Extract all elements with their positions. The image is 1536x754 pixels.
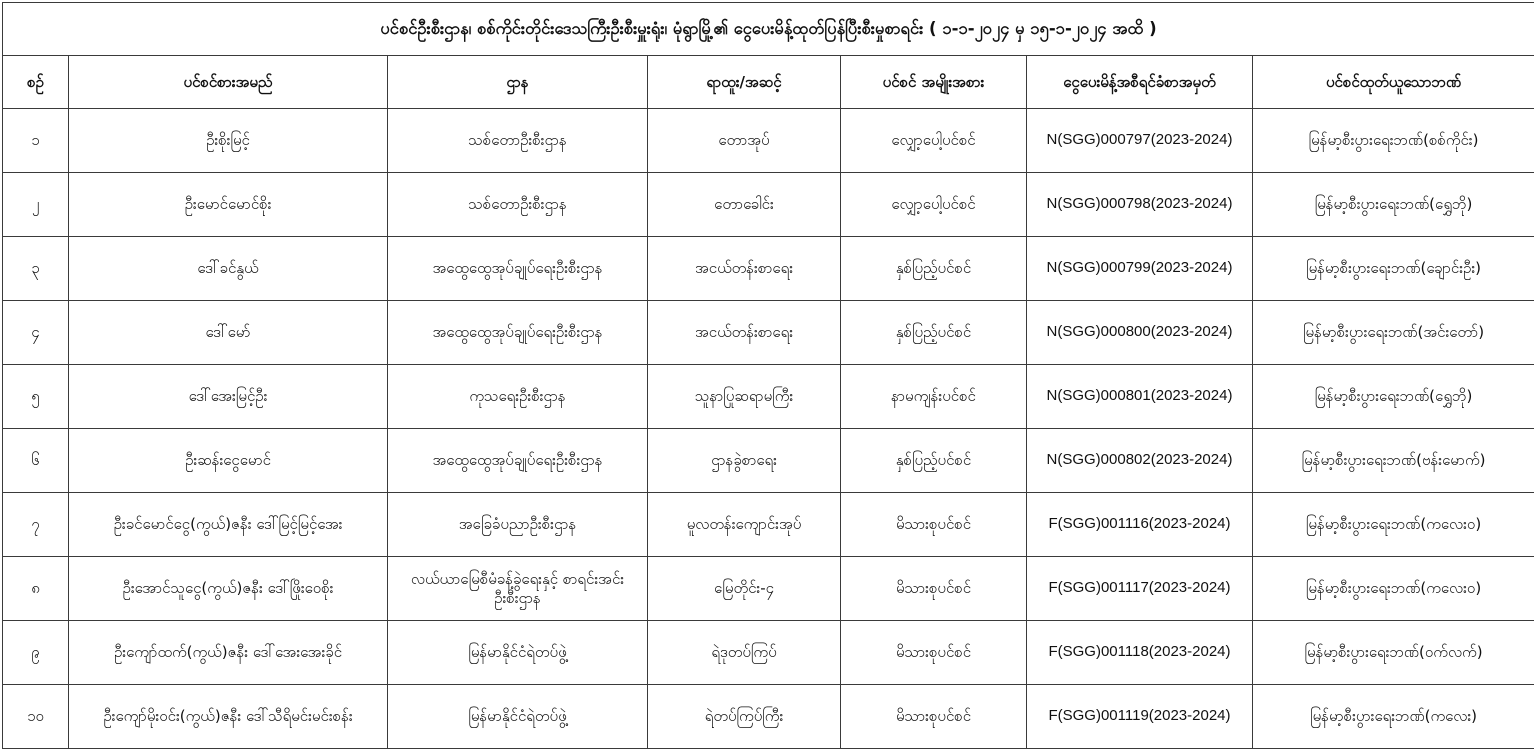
cell-name[interactable]: ဦးအောင်သူငွေ(ကွယ်)ဇနီး ဒေါ်ဖြိုးဝေစိုး <box>69 557 388 621</box>
cell-report-number[interactable]: F(SGG)001117(2023-2024) <box>1027 557 1253 621</box>
cell-department[interactable]: အထွေထွေအုပ်ချုပ်ရေးဦးစီးဌာန <box>388 237 648 301</box>
cell-rank[interactable]: မူလတန်းကျောင်းအုပ် <box>648 493 841 557</box>
cell-name[interactable]: ဦးစိုးမြင့် <box>69 109 388 173</box>
cell-rank[interactable]: ရဲတပ်ကြပ်ကြီး <box>648 685 841 749</box>
cell-name[interactable]: ဒေါ်ခင်နွယ် <box>69 237 388 301</box>
table-row <box>3 621 1535 685</box>
cell-bank[interactable]: မြန်မာ့စီးပွားရေးဘဏ်(အင်းတော်) <box>1253 301 1535 365</box>
cell-pension-type[interactable]: နှစ်ပြည့်ပင်စင် <box>841 429 1027 493</box>
table-row <box>3 237 1535 301</box>
cell-department[interactable]: အထွေထွေအုပ်ချုပ်ရေးဦးစီးဌာန <box>388 301 648 365</box>
header-department[interactable]: ဌာန <box>388 56 648 109</box>
cell-department[interactable]: အထွေထွေအုပ်ချုပ်ရေးဦးစီးဌာန <box>388 429 648 493</box>
table-row <box>3 301 1535 365</box>
cell-report-number[interactable]: F(SGG)001118(2023-2024) <box>1027 621 1253 685</box>
cell-no[interactable]: ၁ <box>3 109 69 173</box>
table-row <box>3 365 1535 429</box>
cell-pension-type[interactable]: နှစ်ပြည့်ပင်စင် <box>841 237 1027 301</box>
cell-no[interactable]: ၃ <box>3 237 69 301</box>
cell-bank[interactable]: မြန်မာ့စီးပွားရေးဘဏ်(ချောင်းဦး) <box>1253 237 1535 301</box>
table-row <box>3 557 1535 621</box>
spreadsheet-sheet <box>2 2 1534 754</box>
cell-bank[interactable]: မြန်မာ့စီးပွားရေးဘဏ်(ရွှေဘို) <box>1253 173 1535 237</box>
cell-name[interactable]: ဦးကျော်ထက်(ကွယ်)ဇနီး ဒေါ်အေးအေးခိုင် <box>69 621 388 685</box>
cell-report-number[interactable]: N(SGG)000799(2023-2024) <box>1027 237 1253 301</box>
cell-rank[interactable]: ရဲဒုတပ်ကြပ် <box>648 621 841 685</box>
cell-report-number[interactable]: N(SGG)000801(2023-2024) <box>1027 365 1253 429</box>
cell-report-number[interactable]: N(SGG)000798(2023-2024) <box>1027 173 1253 237</box>
header-rank[interactable]: ရာထူး/အဆင့် <box>648 56 841 109</box>
cell-no[interactable]: ၂ <box>3 173 69 237</box>
title-row <box>3 3 1535 56</box>
table-row <box>3 429 1535 493</box>
cell-pension-type[interactable]: မိသားစုပင်စင် <box>841 557 1027 621</box>
cell-bank[interactable]: မြန်မာ့စီးပွားရေးဘဏ်(ကလေးဝ) <box>1253 557 1535 621</box>
cell-department[interactable]: မြန်မာနိုင်ငံရဲတပ်ဖွဲ့ <box>388 685 648 749</box>
cell-bank[interactable]: မြန်မာ့စီးပွားရေးဘဏ်(ရွှေဘို) <box>1253 365 1535 429</box>
cell-bank[interactable]: မြန်မာ့စီးပွားရေးဘဏ်(ဗန်းမောက်) <box>1253 429 1535 493</box>
cell-rank[interactable]: အငယ်တန်းစာရေး <box>648 237 841 301</box>
header-bank[interactable]: ပင်စင်ထုတ်ယူသောဘဏ် <box>1253 56 1535 109</box>
cell-pension-type[interactable]: နှစ်ပြည့်ပင်စင် <box>841 301 1027 365</box>
cell-no[interactable]: ၆ <box>3 429 69 493</box>
cell-department[interactable]: လယ်ယာမြေစီမံခန့်ခွဲရေးနှင့် စာရင်းအင်းဦးစီးဌာန <box>388 557 648 621</box>
table-row <box>3 685 1535 749</box>
table-row <box>3 493 1535 557</box>
cell-pension-type[interactable]: နာမကျန်းပင်စင် <box>841 365 1027 429</box>
cell-pension-type[interactable]: မိသားစုပင်စင် <box>841 685 1027 749</box>
cell-no[interactable]: ၄ <box>3 301 69 365</box>
cell-no[interactable]: ၁၀ <box>3 685 69 749</box>
header-pension-type[interactable]: ပင်စင် အမျိုးအစား <box>841 56 1027 109</box>
cell-bank[interactable]: မြန်မာ့စီးပွားရေးဘဏ်(စစ်ကိုင်း) <box>1253 109 1535 173</box>
cell-pension-type[interactable]: မိသားစုပင်စင် <box>841 493 1027 557</box>
cell-no[interactable]: ၇ <box>3 493 69 557</box>
cell-report-number[interactable]: F(SGG)001119(2023-2024) <box>1027 685 1253 749</box>
cell-name[interactable]: ဦးမောင်မောင်စိုး <box>69 173 388 237</box>
pension-table <box>2 2 1534 749</box>
cell-report-number[interactable]: N(SGG)000802(2023-2024) <box>1027 429 1253 493</box>
cell-pension-type[interactable]: မိသားစုပင်စင် <box>841 621 1027 685</box>
cell-department[interactable]: သစ်တောဦးစီးဌာန <box>388 173 648 237</box>
cell-pension-type[interactable]: လျှော့ပေါ့ပင်စင် <box>841 173 1027 237</box>
cell-report-number[interactable]: F(SGG)001116(2023-2024) <box>1027 493 1253 557</box>
table-body <box>3 109 1535 749</box>
cell-rank[interactable]: အငယ်တန်းစာရေး <box>648 301 841 365</box>
cell-no[interactable]: ၉ <box>3 621 69 685</box>
table-title[interactable]: ပင်စင်ဦးစီးဌာန၊ စစ်ကိုင်းတိုင်းဒေသကြီးဦးစီးမှူးရုံး၊ မုံရွာမြို့၏ ငွေပေးမိန့်ထုတ်ပြန်ပြီးစီးမှုစာရင်း ( ၁-၁-၂၀၂၄ မှ ၁၅-၁-၂၀၂၄ အထိ ) <box>3 3 1535 56</box>
cell-department[interactable]: သစ်တောဦးစီးဌာန <box>388 109 648 173</box>
cell-department[interactable]: ကုသရေးဦးစီးဌာန <box>388 365 648 429</box>
header-name[interactable]: ပင်စင်စားအမည် <box>69 56 388 109</box>
table-row <box>3 173 1535 237</box>
table-row <box>3 109 1535 173</box>
cell-rank[interactable]: တောအုပ် <box>648 109 841 173</box>
cell-name[interactable]: ဦးဆန်းငွေမောင် <box>69 429 388 493</box>
cell-rank[interactable]: ဌာနခွဲစာရေး <box>648 429 841 493</box>
cell-name[interactable]: ဒေါ်အေးမြင့်ဦး <box>69 365 388 429</box>
header-no[interactable]: စဉ် <box>3 56 69 109</box>
cell-rank[interactable]: တောခေါင်း <box>648 173 841 237</box>
cell-bank[interactable]: မြန်မာ့စီးပွားရေးဘဏ်(ကလေးဝ) <box>1253 493 1535 557</box>
cell-rank[interactable]: သူနာပြုဆရာမကြီး <box>648 365 841 429</box>
cell-pension-type[interactable]: လျှော့ပေါ့ပင်စင် <box>841 109 1027 173</box>
cell-name[interactable]: ဦးခင်မောင်ငွေ(ကွယ်)ဇနီး ဒေါ်မြင့်မြင့်အေး <box>69 493 388 557</box>
cell-no[interactable]: ၈ <box>3 557 69 621</box>
cell-bank[interactable]: မြန်မာ့စီးပွားရေးဘဏ်(ဝက်လက်) <box>1253 621 1535 685</box>
header-report-number[interactable]: ငွေပေးမိန့်အစီရင်ခံစာအမှတ် <box>1027 56 1253 109</box>
cell-name[interactable]: ဒေါ်မော် <box>69 301 388 365</box>
cell-department[interactable]: မြန်မာနိုင်ငံရဲတပ်ဖွဲ့ <box>388 621 648 685</box>
cell-department[interactable]: အခြေခံပညာဦးစီးဌာန <box>388 493 648 557</box>
cell-report-number[interactable]: N(SGG)000800(2023-2024) <box>1027 301 1253 365</box>
cell-no[interactable]: ၅ <box>3 365 69 429</box>
cell-report-number[interactable]: N(SGG)000797(2023-2024) <box>1027 109 1253 173</box>
cell-rank[interactable]: မြေတိုင်း-၄ <box>648 557 841 621</box>
cell-bank[interactable]: မြန်မာ့စီးပွားရေးဘဏ်(ကလေး) <box>1253 685 1535 749</box>
cell-name[interactable]: ဦးကျော်မိုးဝင်း(ကွယ်)ဇနီး ဒေါ်သီရိမင်းမင်းစန်း <box>69 685 388 749</box>
header-row <box>3 56 1535 109</box>
